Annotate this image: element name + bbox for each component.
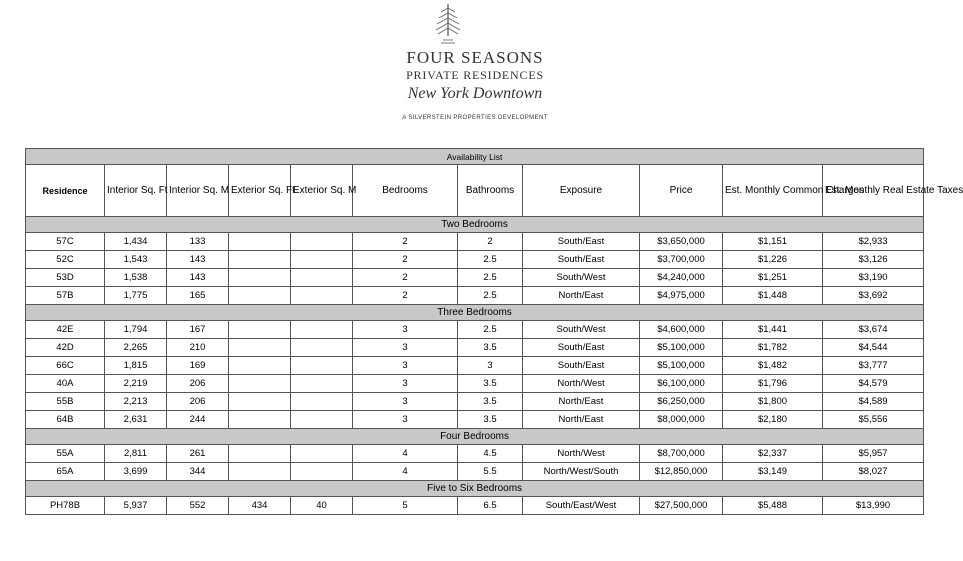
- table-cell: 2,213: [105, 393, 167, 411]
- table-cell: $2,933: [823, 233, 924, 251]
- table-cell: North/East: [523, 287, 640, 305]
- brand-subtitle: PRIVATE RESIDENCES: [406, 68, 544, 82]
- table-cell: 4: [353, 445, 458, 463]
- table-cell: PH78B: [26, 497, 105, 515]
- table-cell: 57C: [26, 233, 105, 251]
- column-header: Est. Monthly Real Estate Taxes: [823, 165, 924, 217]
- table-cell: 2.5: [458, 269, 523, 287]
- table-cell: $5,957: [823, 445, 924, 463]
- tree-icon: [433, 2, 463, 46]
- table-cell: South/East: [523, 357, 640, 375]
- table-cell: [291, 411, 353, 429]
- brand-developer: A SILVERSTEIN PROPERTIES DEVELOPMENT: [402, 115, 548, 121]
- table-cell: [229, 393, 291, 411]
- column-header: Exposure: [523, 165, 640, 217]
- table-cell: 1,538: [105, 269, 167, 287]
- table-cell: 1,543: [105, 251, 167, 269]
- table-cell: 5,937: [105, 497, 167, 515]
- brand-location: New York Downtown: [407, 85, 543, 102]
- table-row: [26, 497, 924, 515]
- table-cell: 206: [167, 375, 229, 393]
- table-cell: 2: [353, 269, 458, 287]
- table-cell: 206: [167, 393, 229, 411]
- column-header: Price: [640, 165, 723, 217]
- table-cell: North/East: [523, 411, 640, 429]
- group-label: Two Bedrooms: [26, 217, 924, 233]
- table-cell: 2,265: [105, 339, 167, 357]
- table-cell: 2,811: [105, 445, 167, 463]
- table-cell: 55B: [26, 393, 105, 411]
- table-row: [26, 339, 924, 357]
- group-row: [26, 217, 924, 233]
- table-cell: $1,151: [723, 233, 823, 251]
- table-cell: $5,556: [823, 411, 924, 429]
- table-cell: 167: [167, 321, 229, 339]
- table-cell: [291, 393, 353, 411]
- table-row: [26, 251, 924, 269]
- table-cell: $1,796: [723, 375, 823, 393]
- table-cell: $5,100,000: [640, 357, 723, 375]
- table-cell: 143: [167, 251, 229, 269]
- table-cell: 2.5: [458, 287, 523, 305]
- table-cell: 3: [353, 393, 458, 411]
- table-cell: North/West: [523, 445, 640, 463]
- group-label: Three Bedrooms: [26, 305, 924, 321]
- table-cell: [291, 233, 353, 251]
- table-cell: $3,650,000: [640, 233, 723, 251]
- table-cell: North/West: [523, 375, 640, 393]
- table-cell: 344: [167, 463, 229, 481]
- table-cell: [229, 233, 291, 251]
- table-cell: $3,700,000: [640, 251, 723, 269]
- table-cell: $1,482: [723, 357, 823, 375]
- table-cell: 42E: [26, 321, 105, 339]
- table-cell: $3,190: [823, 269, 924, 287]
- table-cell: 2: [353, 287, 458, 305]
- table-cell: $3,674: [823, 321, 924, 339]
- table-cell: 3,699: [105, 463, 167, 481]
- table-cell: [229, 287, 291, 305]
- table-cell: 2: [353, 233, 458, 251]
- table-cell: $8,027: [823, 463, 924, 481]
- table-cell: 3: [353, 321, 458, 339]
- table-cell: 169: [167, 357, 229, 375]
- table-cell: [291, 339, 353, 357]
- table-cell: South/East: [523, 251, 640, 269]
- brand-name: FOUR SEASONS: [406, 48, 544, 67]
- table-cell: 244: [167, 411, 229, 429]
- table-cell: South/West: [523, 321, 640, 339]
- table-cell: 2.5: [458, 321, 523, 339]
- table-cell: 1,775: [105, 287, 167, 305]
- table-row: [26, 411, 924, 429]
- table-cell: 66C: [26, 357, 105, 375]
- table-cell: [291, 463, 353, 481]
- table-cell: South/East/West: [523, 497, 640, 515]
- column-header: Exterior Sq. M: [291, 165, 353, 217]
- table-cell: [291, 321, 353, 339]
- table-cell: $27,500,000: [640, 497, 723, 515]
- column-header: Interior Sq. M: [167, 165, 229, 217]
- table-cell: South/East: [523, 233, 640, 251]
- table-cell: $1,448: [723, 287, 823, 305]
- table-cell: [229, 339, 291, 357]
- table-cell: $1,782: [723, 339, 823, 357]
- table-cell: 2,219: [105, 375, 167, 393]
- table-cell: 3.5: [458, 375, 523, 393]
- table-cell: 133: [167, 233, 229, 251]
- table-cell: 40: [291, 497, 353, 515]
- table-cell: South/West: [523, 269, 640, 287]
- table-cell: 3: [353, 339, 458, 357]
- table-cell: South/East: [523, 339, 640, 357]
- table-cell: 2.5: [458, 251, 523, 269]
- table-cell: $1,226: [723, 251, 823, 269]
- table-cell: $4,600,000: [640, 321, 723, 339]
- group-label: Five to Six Bedrooms: [26, 481, 924, 497]
- table-cell: 3: [353, 357, 458, 375]
- table-cell: [291, 375, 353, 393]
- table-cell: 4: [353, 463, 458, 481]
- table-cell: [229, 321, 291, 339]
- table-cell: [229, 411, 291, 429]
- table-title: Availability List: [26, 149, 924, 165]
- table-cell: $3,692: [823, 287, 924, 305]
- table-cell: 3: [353, 411, 458, 429]
- table-cell: 64B: [26, 411, 105, 429]
- table-row: [26, 445, 924, 463]
- table-cell: [291, 251, 353, 269]
- table-cell: 3.5: [458, 339, 523, 357]
- table-cell: 3: [458, 357, 523, 375]
- table-cell: 552: [167, 497, 229, 515]
- table-row: [26, 321, 924, 339]
- table-cell: [229, 269, 291, 287]
- table-cell: [229, 463, 291, 481]
- group-row: [26, 305, 924, 321]
- table-cell: $4,579: [823, 375, 924, 393]
- table-cell: $13,990: [823, 497, 924, 515]
- table-cell: 5.5: [458, 463, 523, 481]
- table-cell: $6,100,000: [640, 375, 723, 393]
- table-cell: $4,589: [823, 393, 924, 411]
- table-cell: $6,250,000: [640, 393, 723, 411]
- group-label: Four Bedrooms: [26, 429, 924, 445]
- table-cell: $12,850,000: [640, 463, 723, 481]
- group-row: [26, 481, 924, 497]
- table-cell: $3,126: [823, 251, 924, 269]
- table-cell: North/East: [523, 393, 640, 411]
- table-cell: $4,240,000: [640, 269, 723, 287]
- table-cell: 1,434: [105, 233, 167, 251]
- table-row: [26, 287, 924, 305]
- table-cell: [291, 287, 353, 305]
- table-cell: $8,000,000: [640, 411, 723, 429]
- table-cell: 3.5: [458, 411, 523, 429]
- table-cell: 434: [229, 497, 291, 515]
- table-cell: 5: [353, 497, 458, 515]
- table-cell: 2,631: [105, 411, 167, 429]
- table-cell: 57B: [26, 287, 105, 305]
- table-cell: $8,700,000: [640, 445, 723, 463]
- table-cell: 40A: [26, 375, 105, 393]
- table-cell: 53D: [26, 269, 105, 287]
- table-row: [26, 375, 924, 393]
- availability-table: [25, 148, 963, 515]
- group-row: [26, 429, 924, 445]
- table-cell: $5,488: [723, 497, 823, 515]
- table-row: [26, 269, 924, 287]
- table-cell: $1,441: [723, 321, 823, 339]
- table-cell: [229, 251, 291, 269]
- table-cell: 143: [167, 269, 229, 287]
- table-row: [26, 357, 924, 375]
- table-cell: $4,544: [823, 339, 924, 357]
- table-row: [26, 463, 924, 481]
- table-row: [26, 393, 924, 411]
- table-cell: [229, 375, 291, 393]
- column-header: Residence: [26, 165, 105, 217]
- table-cell: $1,251: [723, 269, 823, 287]
- table-cell: $2,180: [723, 411, 823, 429]
- table-cell: [291, 445, 353, 463]
- table-cell: 210: [167, 339, 229, 357]
- table-cell: 4.5: [458, 445, 523, 463]
- table-cell: 3: [353, 375, 458, 393]
- table-cell: 65A: [26, 463, 105, 481]
- table-cell: [291, 269, 353, 287]
- table-row: [26, 233, 924, 251]
- column-header: Exterior Sq. Ft: [229, 165, 291, 217]
- column-header: Interior Sq. Ft: [105, 165, 167, 217]
- table-cell: 165: [167, 287, 229, 305]
- table-cell: North/West/South: [523, 463, 640, 481]
- brand-header: [0, 0, 950, 140]
- table-cell: 55A: [26, 445, 105, 463]
- table-cell: 6.5: [458, 497, 523, 515]
- table-cell: $1,800: [723, 393, 823, 411]
- table-cell: $3,149: [723, 463, 823, 481]
- table-cell: 1,794: [105, 321, 167, 339]
- table-cell: 2: [353, 251, 458, 269]
- table-cell: $3,777: [823, 357, 924, 375]
- table-cell: $2,337: [723, 445, 823, 463]
- table-cell: 1,815: [105, 357, 167, 375]
- table-cell: [229, 357, 291, 375]
- table-cell: 52C: [26, 251, 105, 269]
- table-cell: 3.5: [458, 393, 523, 411]
- column-header: Bedrooms: [353, 165, 458, 217]
- table-cell: $5,100,000: [640, 339, 723, 357]
- table-cell: 261: [167, 445, 229, 463]
- table-cell: 42D: [26, 339, 105, 357]
- column-header: Bathrooms: [458, 165, 523, 217]
- table-cell: $4,975,000: [640, 287, 723, 305]
- table-cell: [291, 357, 353, 375]
- table-cell: [229, 445, 291, 463]
- column-header: Est. Monthly Common Charges: [723, 165, 823, 217]
- table-cell: 2: [458, 233, 523, 251]
